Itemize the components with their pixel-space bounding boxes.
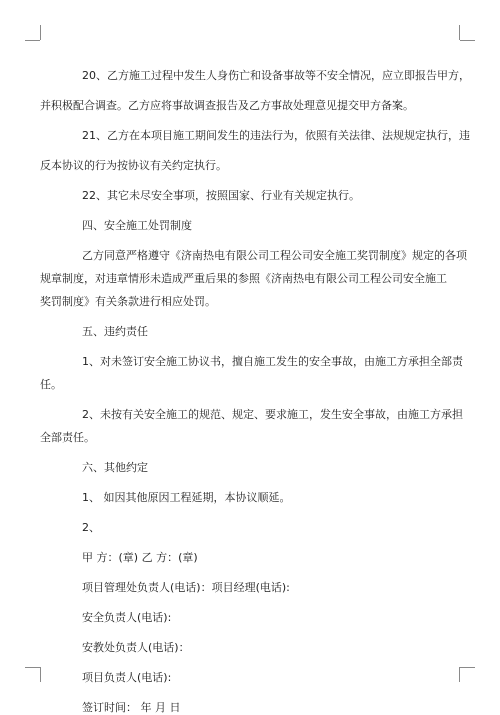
section-6-item-2: 2、: [82, 521, 100, 534]
clause-21-line-1: 21、乙方在本项目施工期间发生的违法行为，依照有关法律、法规规定执行，违: [82, 129, 470, 142]
crop-mark-top-left-vertical: [40, 25, 41, 40]
section-4-para-line-3: 奖罚制度》有关条款进行相应处罚。: [40, 295, 216, 308]
signing-date: 签订时间： 年 月 日: [82, 701, 181, 714]
section-5-item-2-line-1: 2、未按有关安全施工的规范、规定、要求施工，发生安全事故，由施工方承担: [82, 408, 463, 421]
crop-mark-bottom-right-horizontal: [460, 667, 475, 668]
crop-mark-top-right-horizontal: [460, 40, 475, 41]
section-5-heading: 五、违约责任: [82, 325, 148, 338]
signature-project-lead: 项目负责人(电话):: [82, 671, 172, 684]
section-5-item-1-line-1: 1、对未签订安全施工协议书，擅自施工发生的安全事故，由施工方承担全部责: [82, 355, 463, 368]
section-4-para-line-1: 乙方同意严格遵守《济南热电有限公司工程公司安全施工奖罚制度》规定的各项: [82, 249, 467, 262]
section-6-heading: 六、其他约定: [82, 461, 148, 474]
crop-mark-bottom-left-horizontal: [25, 667, 40, 668]
signature-project-contacts: 项目管理处负责人(电话)：项目经理(电话):: [82, 581, 290, 594]
signature-education-contact: 安教处负责人(电话)：: [82, 641, 190, 654]
clause-20-line-1: 20、乙方施工过程中发生人身伤亡和设备事故等不安全情况，应立即报告甲方，: [82, 69, 470, 82]
section-5-item-1-line-2: 任。: [40, 378, 62, 391]
section-6-item-1: 1、 如因其他原因工程延期，本协议顺延。: [82, 491, 291, 504]
crop-mark-top-right-vertical: [459, 25, 460, 40]
crop-mark-top-left-horizontal: [25, 40, 40, 41]
signature-parties: 甲 方：(章) 乙 方：(章): [82, 551, 198, 564]
section-4-heading: 四、安全施工处罚制度: [82, 219, 192, 232]
section-4-para-line-2: 规章制度，对违章情形未造成严重后果的参照《济南热电有限公司工程公司安全施工: [40, 272, 447, 285]
crop-mark-bottom-left-vertical: [40, 667, 41, 682]
clause-21-line-2: 反本协议的行为按协议有关约定执行。: [40, 159, 227, 172]
crop-mark-bottom-right-vertical: [459, 667, 460, 682]
clause-20-line-2: 并积极配合调查。乙方应将事故调查报告及乙方事故处理意见提交甲方备案。: [40, 99, 414, 112]
clause-22: 22、其它未尽安全事项，按照国家、行业有关规定执行。: [82, 189, 360, 202]
section-5-item-2-line-2: 全部责任。: [40, 431, 95, 444]
signature-safety-contact: 安全负责人(电话):: [82, 611, 172, 624]
